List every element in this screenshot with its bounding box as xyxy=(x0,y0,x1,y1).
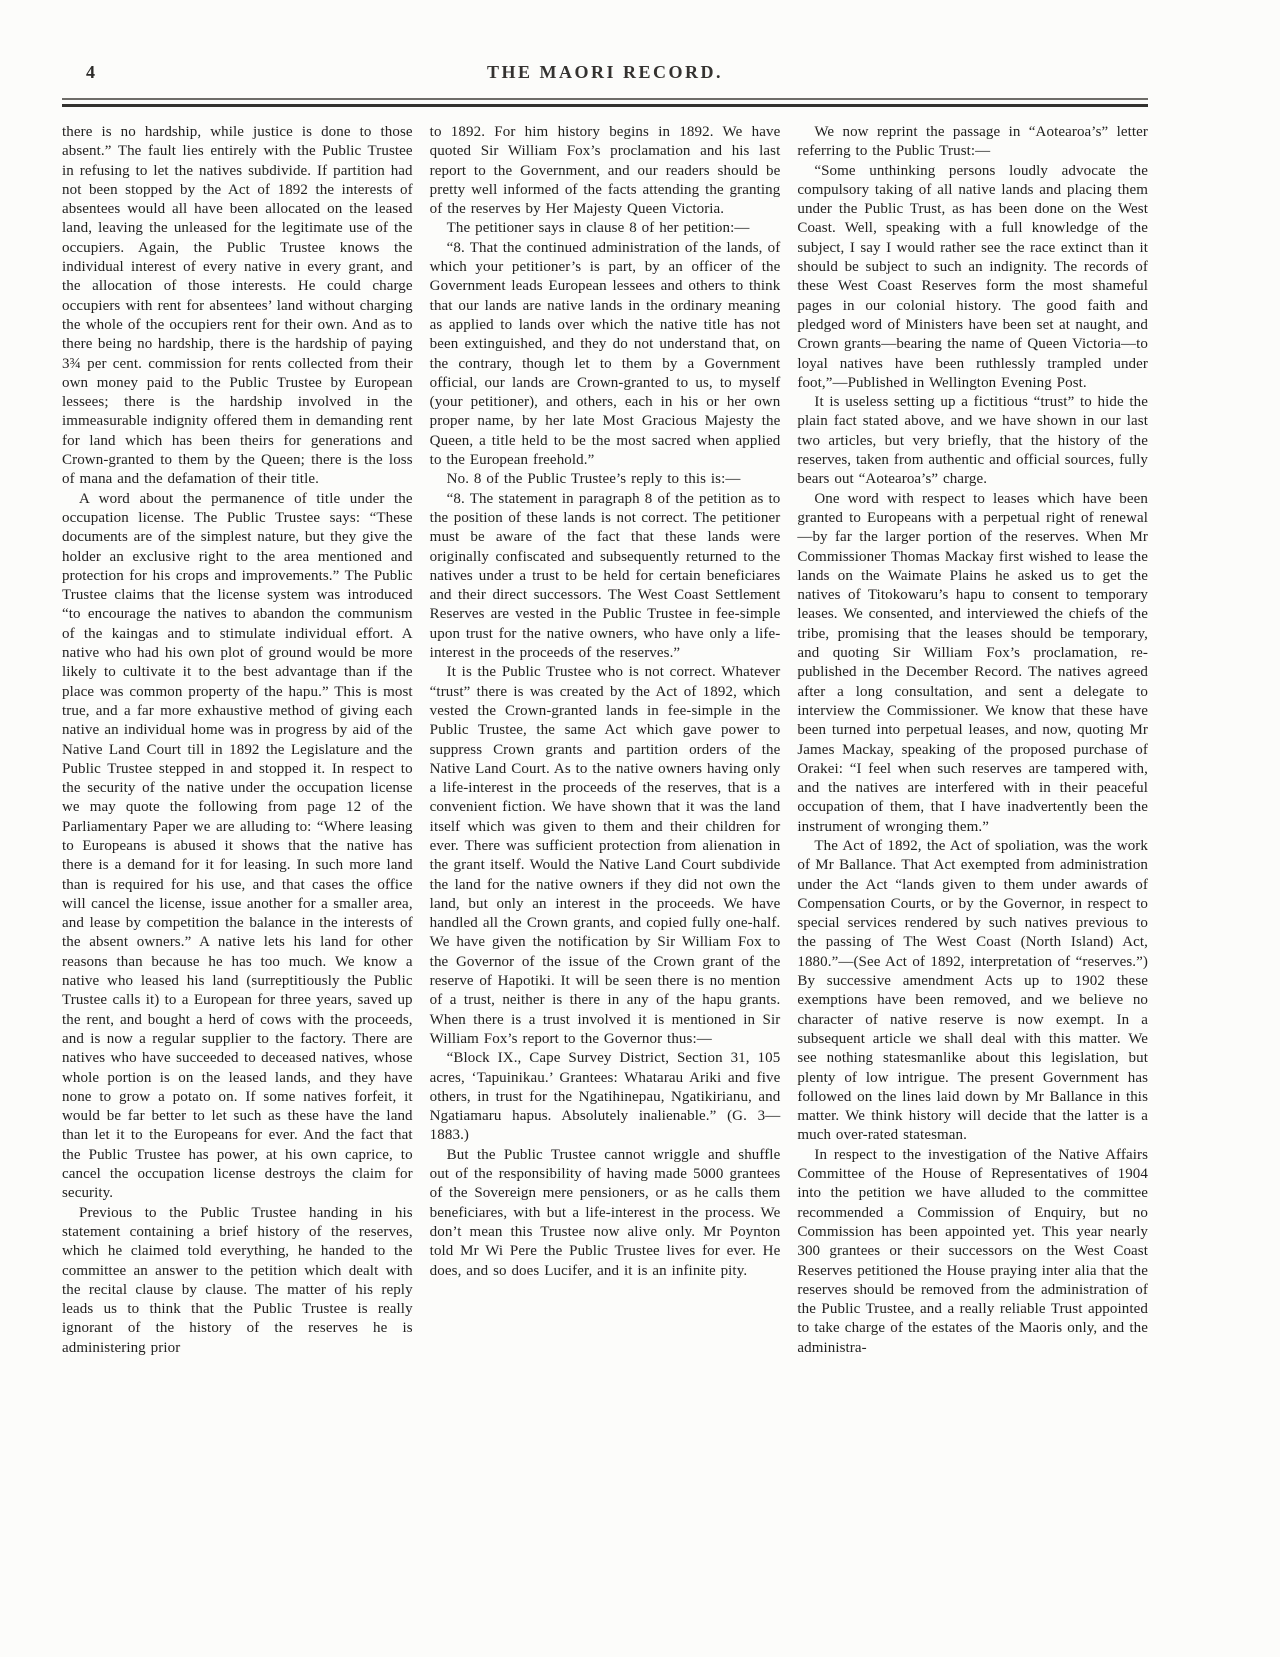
article-columns xyxy=(62,123,1148,1358)
paragraph: The Act of 1892, the Act of spoliation, was the work of Mr Ballance. That Act exempted from administration under the Act “lands given to them under awards of Compensation Courts, or by the Governor, in respect to special services rendered by such natives previous to the passing of The West Coast (North Island) Act, 1880.”—(See Act of 1892, interpretation of “reserves.”) By successive amendment Acts up to 1902 these exemptions have been removed, and we believe no character of native reserve is now exempt. In a subsequent article we shall deal with this matter. We see nothing statesmanlike about this legislation, but plenty of low intrigue. The present Government has followed on the lines laid down by Mr Ballance in this matter. We think history will decide that the latter is a much over-rated statesman. xyxy=(797,837,1149,1144)
paragraph: No. 8 of the Public Trustee’s reply to this is:— xyxy=(446,471,741,488)
paragraph: We now reprint the passage in “Aotearoa’s” letter referring to the Public Trust:— xyxy=(797,124,1149,160)
paragraph: there is no hardship, while justice is done to those absent.” The fault lies entirely with the Public Trustee in refusing to let the natives subdivide. If partition had not been stopped by the Act of 1892 the interests of absentees would all have been allocated on the leased land, leaving the unleased for the legitimate use of the occupiers. Again, the Public Trustee knows the individual interest of every native in every grant, and the allocation of those interests. He could charge occupiers with rent for absentees’ land without charging the whole of the occupiers rent for their own. And as to there being no hardship, there is the hardship of paying 3¾ per cent. commission for rents collected from their own money paid to the Public Trustee by European lessees; there is the hardship involved in the immeasurable indignity offered them in demanding rent for land which has been theirs for generations and Crown-granted to them by the Queen; there is the loss of mana and the defamation of their title. xyxy=(62,124,413,488)
paragraph: The petitioner says in clause 8 of her petition:— xyxy=(446,220,750,237)
paragraph: It is useless setting up a fictitious “trust” to hide the plain fact stated above, and we have shown in our last two articles, but very briefly, that the history of the reserves, taken from authentic and official sources, fully bears out “Aotearoa’s” charge. xyxy=(797,394,1149,488)
column-3 xyxy=(797,123,1148,1358)
masthead xyxy=(62,62,1148,88)
rule-thick xyxy=(62,104,1148,107)
paragraph: “8. The statement in paragraph 8 of the petition as to the position of these lands is not correct. The petitioner must be aware of the fact that these lands were originally confiscated and subsequently returned to the natives under a trust to be held for certain beneficiares and their direct successors. The West Coast Settlement Reserves are vested in the Public Trustee in fee-simple upon trust for the native owners, who have only a life-interest in the proceeds of the reserves.” xyxy=(429,490,781,662)
paragraph: “Block IX., Cape Survey District, Section 31, 105 acres, ‘Tapuinikau.’ Grantees: Whatarau Ariki and five others, in trust for the Ngatihinepau, Ngatikirianu, and Ngatiamaru hapus. Absolutely inalienable.” (G. 3—1883.) xyxy=(429,1050,781,1144)
paragraph: In respect to the investigation of the Native Affairs Committee of the House of Representatives of 1904 into the petition we have alluded to the committee recommended a Commission of Enquiry, but no Commission has been appointed yet. This year nearly 300 grantees or their successors on the West Coast Reserves petitioned the House praying inter alia that the reserves should be removed from the administration of the Public Trustee, and a really reliable Trust appointed to take charge of the estates of the Maoris only, and the administra- xyxy=(797,1146,1149,1356)
masthead-rule xyxy=(62,98,1148,107)
paragraph: “8. That the continued administration of the lands, of which your petitioner’s is part, by an officer of the Government leads European lessees and others to think that our lands are native lands in the ordinary meaning as applied to lands over which the native title has not been extinguished, and they do not understand that, on the contrary, though let to them by a Government official, our lands are Crown-granted to us, to myself (your petitioner), and others, each in his or her own proper name, by her late Most Gracious Majesty the Queen, a title held to be the most sacred when applied to the European freehold.” xyxy=(429,239,781,469)
paragraph: to 1892. For him history begins in 1892. We have quoted Sir William Fox’s proclamation and his last report to the Government, and our readers should be pretty well informed of the facts attending the granting of the reserves by Her Majesty Queen Victoria. xyxy=(429,124,781,218)
paragraph: Previous to the Public Trustee handing in his statement containing a brief history of the reserves, which he claimed told everything, he handed to the committee an answer to the petition which dealt with the recital clause by clause. The matter of his reply leads us to think that the Public Trustee is really ignorant of the history of the reserves he is administering prior xyxy=(62,1204,413,1356)
column-1 xyxy=(62,123,413,1358)
paragraph: It is the Public Trustee who is not correct. Whatever “trust” there is was created by the Act of 1892, which vested the Crown-granted lands in fee-simple in the Public Trustee, the same Act which gave power to suppress Crown grants and partition orders of the Native Land Court. As to the native owners having only a life-interest in the proceeds of the reserves, that is a convenient fiction. We have shown that it was the land itself which was given to them and their children for ever. There was sufficient protection from alienation in the grant itself. Would the Native Land Court subdivide the land for the native owners if they did not own the land, but only an interest in the proceeds. We have handled all the Crown grants, and copied fully one-half. We have given the notification by Sir William Fox to the Governor of the issue of the Crown grant of the reserve of Hapotiki. It will be seen there is no mention of a trust, neither is there in any of the hapu grants. When there is a trust involved it is mentioned in Sir William Fox’s report to the Governor thus:— xyxy=(429,664,781,1047)
column-2 xyxy=(430,123,781,1358)
rule-thin xyxy=(62,98,1148,100)
paragraph: A word about the permanence of title under the occupation license. The Public Trustee says: “These documents are of the simplest nature, but they give the holder an exclusive right to the area mentioned and protection for his crops and improvements.” The Public Trustee claims that the license system was introduced “to encourage the natives to abandon the communism of the kaingas and to stimulate individual effort. A native who had his own plot of ground would be more likely to cultivate it to the best advantage than if the place was common property of the hapu.” This is most true, and a far more exhaustive method of giving each native an individual home was in progress by aid of the Native Land Court till in 1892 the Legislature and the Public Trustee stepped in and stopped it. In respect to the security of the native under the occupation license we may quote the following from page 12 of the Parliamentary Paper we are alluding to: “Where leasing to Europeans is abused it shows that the native has there is a demand for it for leasing. In such more land than is required for his use, and that cases the office will cancel the license, issue another for a smaller area, and lease by competition the balance in the interests of the absent owners.” A native lets his land for other reasons than because he has too much. We know a native who leased his land (surreptitiously the Public Trustee calls it) to a European for three years, saved up the rent, and bought a herd of cows with the proceeds, and is now a regular supplier to the factory. There are natives who have succeeded to deceased natives, whose whole portion is on the leased lands, and they have none to grow a potato on. If some natives forfeit, it would be far better to let such as these have the land than let it to the Europeans for ever. And the fact that the Public Trustee has power, at his own caprice, to cancel the occupation license destroys the claim for security. xyxy=(62,490,413,1202)
page-number: 4 xyxy=(86,62,95,82)
paragraph: But the Public Trustee cannot wriggle and shuffle out of the responsibility of having made 5000 grantees of the Sovereign mere pensioners, or as he calls them beneficiares, with but a life-interest in the process. We don’t mean this Trustee now alive only. Mr Poynton told Mr Wi Pere the Public Trustee lives for ever. He does, and so does Lucifer, and it is an infinite pity. xyxy=(429,1146,781,1279)
journal-title: THE MAORI RECORD. xyxy=(486,62,723,82)
paragraph: “Some unthinking persons loudly advocate the compulsory taking of all native lands and placing them under the Public Trust, as has been done on the West Coast. Well, speaking with a full knowledge of the subject, I say I would rather see the race extinct than it should be subject to such an indignity. The records of these West Coast Reserves form the most shameful pages in our colonial history. The good faith and pledged word of Ministers have been set at naught, and Crown grants—bearing the name of Queen Victoria—to loyal natives have been ruthlessly trampled under foot,”—Published in Wellington Evening Post. xyxy=(797,162,1149,391)
paragraph: One word with respect to leases which have been granted to Europeans with a perpetual right of renewal—by far the larger portion of the reserves. When Mr Commissioner Thomas Mackay first wished to lease the lands on the Waimate Plains he asked us to get the natives of Titokowaru’s hapu to consent to temporary leases. We consented, and interviewed the chiefs of the tribe, promising that the leases should be temporary, and quoting Sir William Fox’s proclamation, re-published in the December Record. The natives agreed after a long consultation, and sent a delegate to interview the Commissioner. We know that these have been turned into perpetual leases, and now, quoting Mr James Mackay, speaking of the proposed purchase of Orakei: “I feel when such reserves are tampered with, and the natives are interfered with in their peaceful occupation of them, that I have inadvertently been the instrument of wronging them.” xyxy=(797,490,1149,835)
